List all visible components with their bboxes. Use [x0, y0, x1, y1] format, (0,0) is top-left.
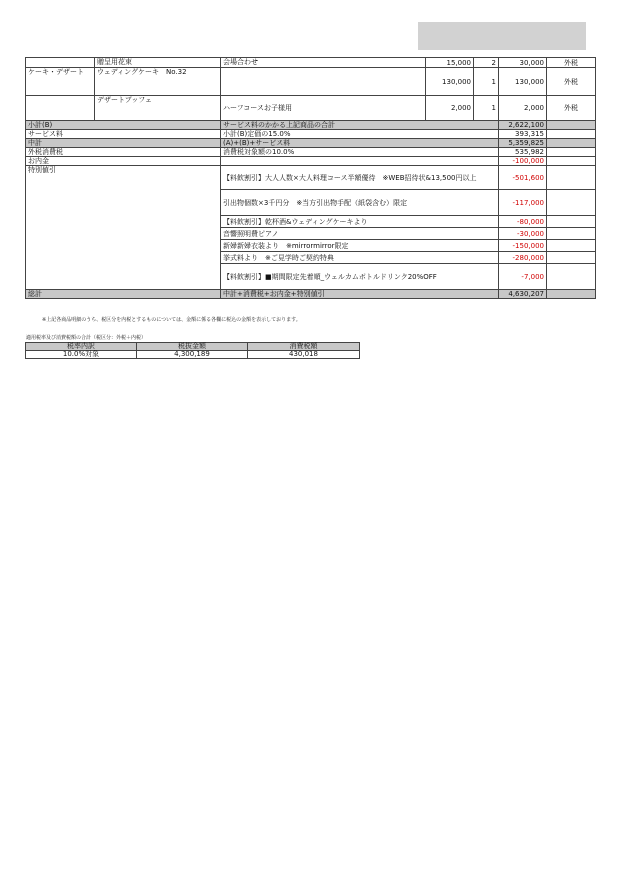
estimate-table	[25, 57, 596, 299]
midtotal-row	[26, 139, 596, 148]
deposit-row	[26, 157, 596, 166]
header-gray-box	[418, 22, 586, 50]
tax-inclusion-note: ※上記各商品明細のうち、税区分を内税とするものについては、金額に係る各欄に税込の金額を表示しております。	[42, 317, 301, 323]
tax-col-amount: 消費税額	[248, 343, 360, 351]
tax-desc: 消費税対象額の10.0%	[221, 148, 499, 157]
tax-value: 535,982	[499, 148, 547, 157]
tax-col-rate: 税率内訳	[26, 343, 137, 351]
discount-value: -7,000	[499, 264, 547, 290]
total-row	[26, 290, 596, 299]
tax-row	[26, 148, 596, 157]
item-name: ウェディングケーキ No.32	[95, 68, 221, 96]
discount-desc: 挙式料より ※ご見学時ご契約特典	[221, 252, 499, 264]
midtotal-label: 中計	[26, 139, 221, 148]
discount-value: -80,000	[499, 216, 547, 228]
discount-value: -117,000	[499, 190, 547, 216]
item-row	[26, 58, 596, 68]
discount-desc: 引出物個数×3千円分 ※当方引出物手配（紙袋含む）限定	[221, 190, 499, 216]
discount-desc: 新婦新婦衣装より ※mirrormirror限定	[221, 240, 499, 252]
tax-label: 外税消費税	[26, 148, 221, 157]
item-category	[26, 96, 95, 121]
item-name: デザートブッフェ	[95, 96, 221, 121]
discount-value: -280,000	[499, 252, 547, 264]
subtotal-row	[26, 121, 596, 130]
item-qty: 2	[474, 58, 499, 68]
item-amount: 2,000	[499, 96, 547, 121]
item-qty: 1	[474, 96, 499, 121]
tax-table-row	[26, 351, 360, 359]
item-detail: 会場合わせ	[221, 58, 426, 68]
tax-table-caption: 適用税率及び消費税額の合計（税区分：外税＋内税）	[26, 335, 147, 341]
discount-value: -501,600	[499, 166, 547, 190]
midtotal-desc: (A)+(B)+サービス料	[221, 139, 499, 148]
item-tax-type: 外税	[547, 58, 596, 68]
item-price: 2,000	[426, 96, 474, 121]
item-price: 130,000	[426, 68, 474, 96]
discount-desc: 音響照明費ピアノ	[221, 228, 499, 240]
discount-label: 特別値引	[26, 166, 221, 290]
item-category	[26, 58, 95, 68]
tax-amount: 430,018	[248, 351, 360, 359]
discount-value: -150,000	[499, 240, 547, 252]
item-detail: ハーフコースお子様用	[221, 96, 426, 121]
deposit-label: お内金	[26, 157, 221, 166]
midtotal-value: 5,359,825	[499, 139, 547, 148]
discount-desc: 【料飲割引】大人人数×大人料理コース半額優待 ※WEB招待状&13,500円以上	[221, 166, 499, 190]
item-tax-type: 外税	[547, 68, 596, 96]
discount-row	[26, 166, 596, 190]
deposit-value: -100,000	[499, 157, 547, 166]
total-desc: 中計+消費税+お内金+特別値引	[221, 290, 499, 299]
item-amount: 30,000	[499, 58, 547, 68]
tax-rate-table	[25, 342, 360, 359]
service-row	[26, 130, 596, 139]
discount-desc: 【料飲割引】乾杯酒&ウェディングケーキより	[221, 216, 499, 228]
subtotal-value: 2,622,100	[499, 121, 547, 130]
discount-value: -30,000	[499, 228, 547, 240]
item-detail	[221, 68, 426, 96]
service-label: サービス料	[26, 130, 221, 139]
item-tax-type: 外税	[547, 96, 596, 121]
item-amount: 130,000	[499, 68, 547, 96]
service-desc: 小計(B)定価の15.0%	[221, 130, 499, 139]
item-category: ケーキ・デザート	[26, 68, 95, 96]
item-qty: 1	[474, 68, 499, 96]
item-row	[26, 68, 596, 96]
discount-desc: 【料飲割引】■期間限定先着順_ウェルカムボトルドリンク20%OFF	[221, 264, 499, 290]
total-value: 4,630,207	[499, 290, 547, 299]
total-label: 総計	[26, 290, 221, 299]
tax-col-base: 税抜金額	[137, 343, 248, 351]
service-value: 393,315	[499, 130, 547, 139]
tax-base: 4,300,189	[137, 351, 248, 359]
subtotal-desc: サービス料のかかる上記商品の合計	[221, 121, 499, 130]
tax-rate: 10.0%対象	[26, 351, 137, 359]
subtotal-label: 小計(B)	[26, 121, 221, 130]
item-name: 贈呈用花束	[95, 58, 221, 68]
item-price: 15,000	[426, 58, 474, 68]
item-row	[26, 96, 596, 121]
